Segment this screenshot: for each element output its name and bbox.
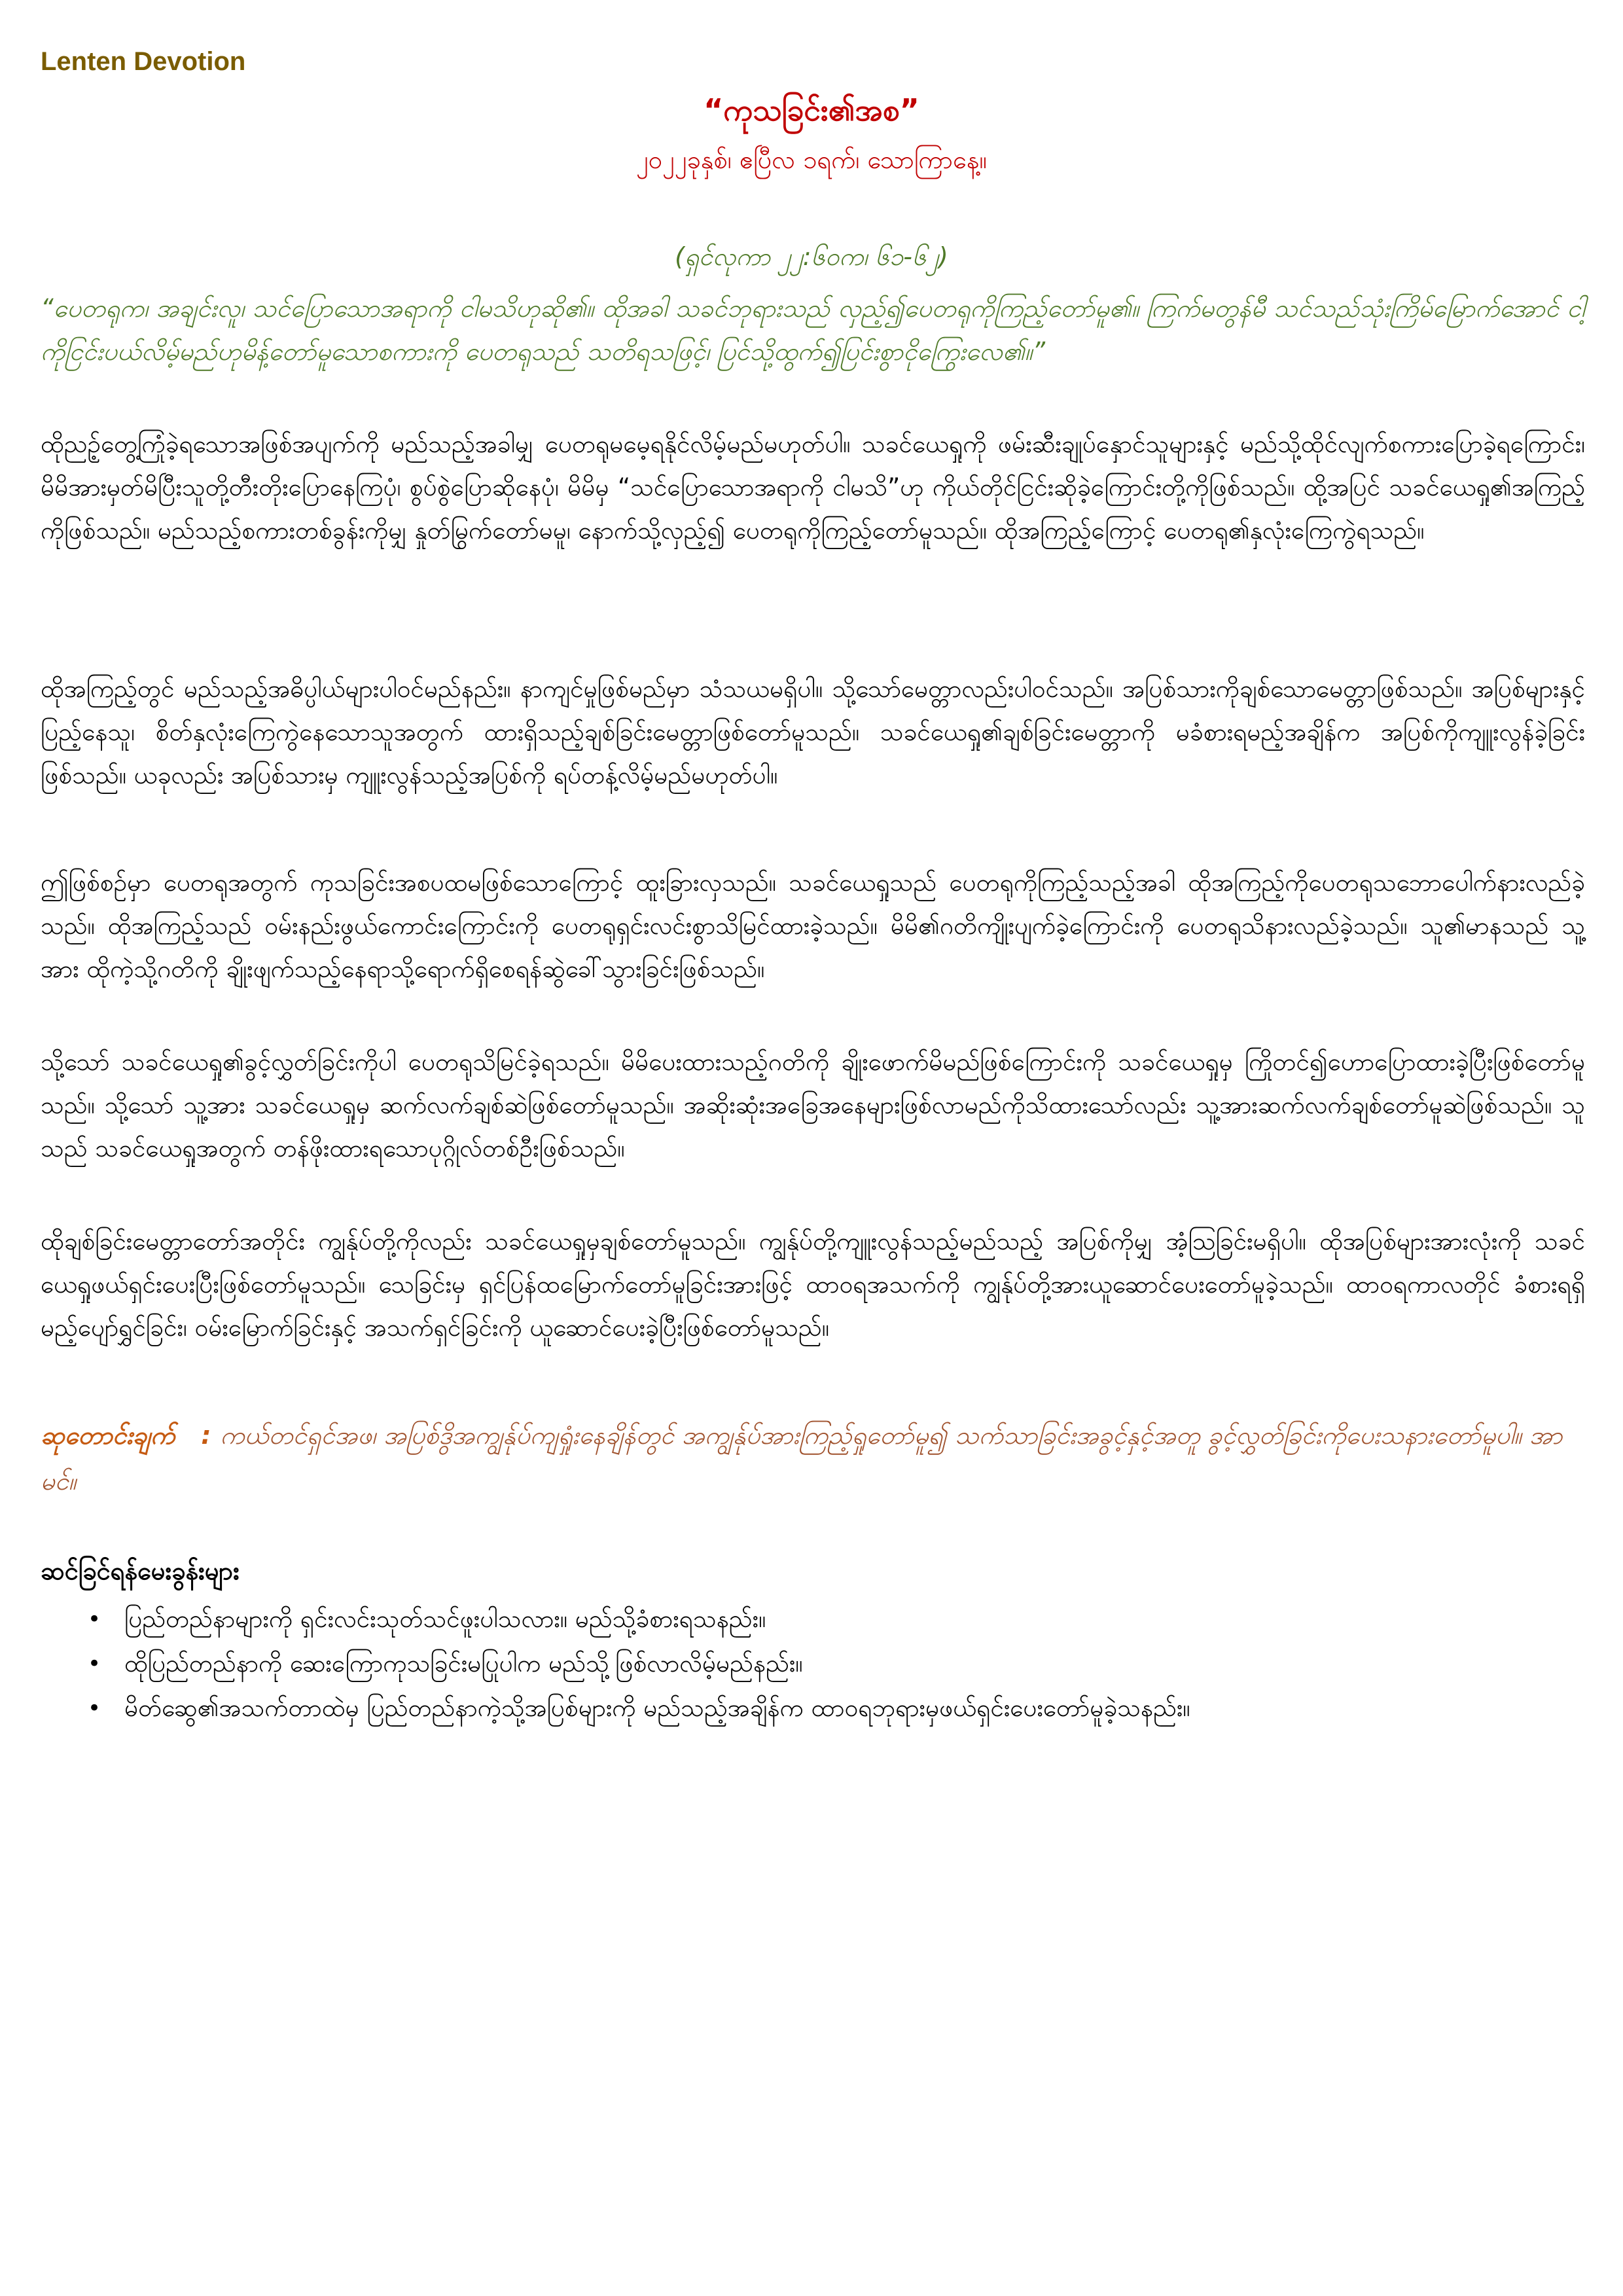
prayer-block [41,1412,1585,1504]
questions-list [41,1597,1585,1731]
header-label: Lenten Devotion [41,47,246,76]
question-text: ပြည်တည်နာများကို ရှင်းလင်းသုတ်သင်ဖူးပါသလား။ မည်သို့ခံစားရသနည်း။ [124,1605,766,1633]
devotion-title: “ကုသခြင်း၏အစ” [704,92,919,128]
body-paragraph: သို့သော် သခင်ယေရှု၏ခွင့်လွှတ်ခြင်းကိုပါ ပေတရုသိမြင်ခဲ့ရသည်။ မိမိပေးထားသည့်ဂတိကို ချိုးဖောက်မိမည်ဖြစ်ကြောင်းကို သခင်ယေရှုမှ ကြိုတင်၍ဟောပြောထားခဲ့ပြီးဖြစ်တော်မူသည်။ သို့သော် သူ့အား သခင်ယေရှုမှ ဆက်လက်ချစ်ဆဲဖြစ်တော်မူသည်။ အဆိုးဆုံးအခြေအနေများဖြစ်လာမည်ကိုသိထားသော်လည်း သူ့အားဆက်လက်ချစ်တော်မူဆဲဖြစ်သည်။ သူသည် သခင်ယေရှုအတွက် တန်ဖိုးထားရသောပုဂ္ဂိုလ်တစ်ဦးဖြစ်သည်။ [41,1048,1585,1162]
list-item [41,1597,1585,1641]
prayer-colon: : [201,1421,211,1450]
scripture-reference: (ရှင်လုကာ ၂၂:၆၀က၊ ၆၁-၆၂) [675,242,948,271]
body-paragraph: ထိုအကြည့်တွင် မည်သည့်အဓိပ္ပါယ်များပါဝင်မည်နည်း။ နာကျင်မှုဖြစ်မည်မှာ သံသယမရှိပါ။ သို့သော်မေတ္တာလည်းပါဝင်သည်။ အပြစ်သားကိုချစ်သောမေတ္တာဖြစ်သည်။ အပြစ်များနှင့်ပြည့်နေသူ၊ စိတ်နှလုံးကြေကွဲနေသောသူအတွက် ထားရှိသည့်ချစ်ခြင်းမေတ္တာဖြစ်တော်မူသည်။ သခင်ယေရှု၏ချစ်ခြင်းမေတ္တာကို မခံစားရမည့်အချိန်က အပြစ်ကိုကျူးလွန်ခဲ့ခြင်းဖြစ်သည်။ ယခုလည်း အပြစ်သားမှ ကျူးလွန်သည့်အပြစ်ကို ရပ်တန့်လိမ့်မည်မဟုတ်ပါ။ [41,675,1585,789]
scripture-quote: “ပေတရုက၊ အချင်းလူ၊ သင်ပြောသောအရာကို ငါမသိဟုဆို၏။ ထိုအခါ သခင်ဘုရားသည် လှည့်၍ပေတရုကိုကြည့်တော်မူ၏။ ကြက်မတွန်မီ သင်သည်သုံးကြိမ်မြောက်အောင် ငါ့ကိုငြင်းပယ်လိမ့်မည်ဟုမိန့်တော်မူသောစကားကို ပေတရုသည် သတိရသဖြင့်၊ ပြင်သို့ထွက်၍ပြင်းစွာငိုကြွေးလေ၏။” [41,294,1585,366]
prayer-label: ဆုတောင်းချက် [41,1421,175,1450]
questions-heading: ဆင်ခြင်ရန်မေးခွန်းများ [41,1556,240,1585]
body-paragraph: ထိုချစ်ခြင်းမေတ္တာတော်အတိုင်း ကျွန်ုပ်တို့ကိုလည်း သခင်ယေရှုမှချစ်တော်မူသည်။ ကျွန်ုပ်တို့ကျူးလွန်သည့်မည်သည့် အပြစ်ကိုမျှ အံ့သြခြင်းမရှိပါ။ ထိုအပြစ်များအားလုံးကို သခင်ယေရှုဖယ်ရှင်းပေးပြီးဖြစ်တော်မူသည်။ သေခြင်းမှ ရှင်ပြန်ထမြောက်တော်မူခြင်းအားဖြင့် ထာဝရအသက်ကို ကျွန်ုပ်တို့အားယူဆောင်ပေးတော်မူခဲ့သည်။ ထာဝရကာလတိုင် ခံစားရရှိမည့်ပျော်ရွှင်ခြင်း၊ ဝမ်းမြောက်ခြင်းနှင့် အသက်ရှင်ခြင်းကို ယူဆောင်ပေးခဲ့ပြီးဖြစ်တော်မူသည်။ [41,1227,1585,1342]
devotion-date: ၂၀၂၂ခုနှစ်၊ ဧပြီလ ၁ရက်၊ သောကြာနေ့။ [636,145,987,174]
bullet-icon: • [88,1695,101,1721]
bullet-icon: • [88,1651,101,1677]
list-item [41,1641,1585,1686]
bullet-icon: • [88,1606,101,1632]
question-text: မိတ်ဆွေ၏အသက်တာထဲမှ ပြည်တည်နာကဲ့သို့အပြစ်များကို မည်သည့်အချိန်က ထာဝရဘုရားမှဖယ်ရှင်းပေးတော်မူခဲ့သနည်း။ [124,1694,1190,1722]
body-paragraph: ဤဖြစ်စဉ်မှာ ပေတရုအတွက် ကုသခြင်းအစပထမဖြစ်သောကြောင့် ထူးခြားလှသည်။ သခင်ယေရှုသည် ပေတရုကိုကြည့်သည့်အခါ ထိုအကြည့်ကိုပေတရုသဘောပေါက်နားလည်ခဲ့သည်။ ထိုအကြည့်သည် ဝမ်းနည်းဖွယ်ကောင်းကြောင်းကို ပေတရုရှင်းလင်းစွာသိမြင်ထားခဲ့သည်။ မိမိ၏ဂတိကျိုးပျက်ခဲ့ကြောင်းကို ပေတရုသိနားလည်ခဲ့သည်။ သူ၏မာနသည် သူ့အား ထိုကဲ့သို့ဂတိကို ချိုးဖျက်သည့်နေရာသို့ရောက်ရှိစေရန်ဆွဲခေါ်သွားခြင်းဖြစ်သည်။ [41,869,1585,983]
question-text: ထိုပြည်တည်နာကို ဆေးကြောကုသခြင်းမပြုပါက မည်သို့ဖြစ်လာလိမ့်မည်နည်း။ [124,1649,803,1677]
prayer-text: ကယ်တင်ရှင်အဖ၊ အပြစ်ဒွိအကျွန်ုပ်ကျရှုံးနေချိန်တွင် အကျွန်ုပ်အားကြည့်ရှုတော်မူ၍ သက်သာခြင်းအခွင့်နှင့်အတူ ခွင့်လွှတ်ခြင်းကိုပေးသနားတော်မူပါ။ အာမင်။ [41,1421,1563,1496]
list-item [41,1686,1585,1731]
body-paragraph: ထိုညဥ့်တွေ့ကြုံခဲ့ရသောအဖြစ်အပျက်ကို မည်သည့်အခါမျှ ပေတရုမမေ့ရနိုင်လိမ့်မည်မဟုတ်ပါ။ သခင်ယေရှုကို ဖမ်းဆီးချုပ်နှောင်သူများနှင့် မည်သို့ထိုင်လျက်စကားပြောခဲ့ရကြောင်း၊ မိမိအားမှတ်မိပြီးသူတို့တီးတိုးပြောနေကြပုံ၊ စွပ်စွဲပြောဆိုနေပုံ၊ မိမိမှ “သင်ပြောသောအရာကို ငါမသိ”ဟု ကိုယ်တိုင်ငြင်းဆိုခဲ့ကြောင်းတို့ကိုဖြစ်သည်။ ထို့အပြင် သခင်ယေရှု၏အကြည့်ကိုဖြစ်သည်။ မည်သည့်စကားတစ်ခွန်းကိုမျှ နှုတ်မြွက်တော်မမူ၊ နောက်သို့လှည့်၍ ပေတရုကိုကြည့်တော်မူသည်။ ထိုအကြည့်ကြောင့် ပေတရု၏နှလုံးကြေကွဲရသည်။ [41,430,1585,545]
